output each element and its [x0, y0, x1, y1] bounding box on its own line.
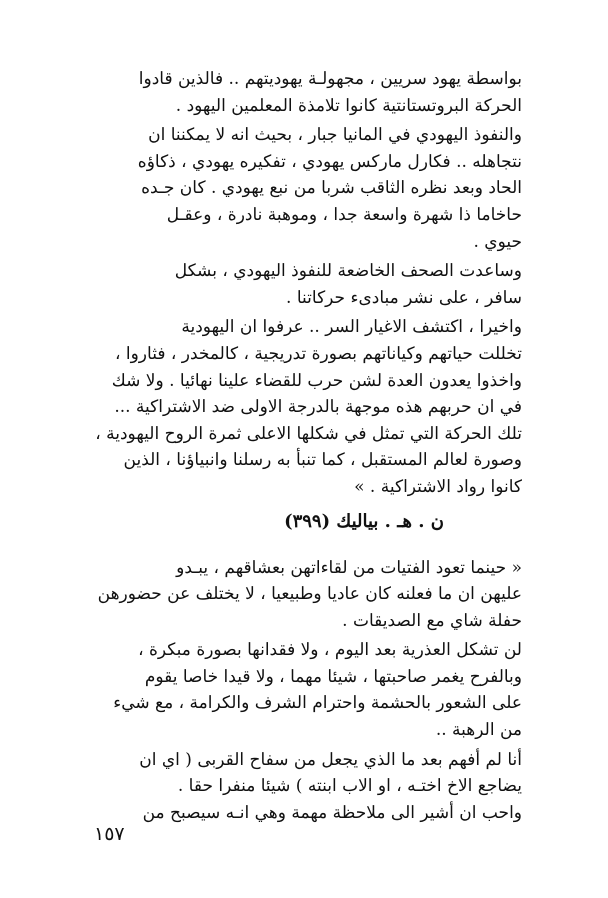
text-line: من الرهبة .. [435, 720, 522, 741]
text-line: يضاجع الاخ اختـه ، او الاب ابنته ) شيئا منفرا حقا . [177, 776, 522, 797]
text-line: عليهن ان ما فعلنه كان عاديا وطبيعيا ، لا يختلف عن حضورهن [97, 584, 522, 605]
text-line: تخللت حياتهم وكياناتهم بصورة تدريجية ، كالمخدر ، فثاروا ، [114, 343, 522, 364]
page-number: ١٥٧ [94, 823, 125, 845]
text-line: على الشعور بالحشمة واحترام الشرف والكرامة ، مع شيء [113, 693, 522, 714]
text-line: حيوي . [473, 231, 522, 252]
text-line: واحب ان أشير الى ملاحظة مهمة وهي انـه سيصبح من [142, 802, 522, 823]
text-line: لن تشكل العذرية بعد اليوم ، ولا فقدانها بصورة مبكرة ، [138, 640, 522, 661]
text-line: « حينما تعود الفتيات من لقاءاتهن بعشاقهم ، يبـدو [176, 557, 522, 578]
text-line: وصورة لعالم المستقبل ، كما تنبأ به رسلنا وانبياؤنا ، الذين [123, 450, 522, 471]
text-line: نتجاهله .. فكارل ماركس يهودي ، تفكيره يهودي ، ذكاؤه [137, 151, 522, 172]
paragraph [100, 747, 522, 827]
paragraph [97, 555, 522, 635]
text-line: الحركة البروتستانتية كانوا تلامذة المعلمين اليهود . [175, 95, 522, 116]
paragraph [95, 314, 522, 500]
text-line: حفلة شاي مع الصديقات . [342, 610, 522, 631]
text-line: واخذوا يعدون العدة لشن حرب للقضاء علينا نهائيا . ولا شك [111, 370, 522, 391]
paragraph [100, 66, 522, 119]
text-line: واخيرا ، اكتشف الاغيار السر .. عرفوا ان اليهودية [181, 317, 522, 338]
text-line: في ان حربهم هذه موجهة بالدرجة الاولى ضد الاشتراكية ... [114, 397, 522, 418]
text-line: الحاد وبعد نظره الثاقب شربا من نبع يهودي . كان جـده [141, 178, 522, 199]
text-line: سافر ، على نشر مبادىء حركاتنا . [286, 287, 522, 308]
text-line: وبالفرح يغمر صاحبتها ، شيئا مهما ، ولا قيدا خاصا يقوم [144, 666, 522, 687]
paragraph [100, 122, 522, 255]
text-block-upper [95, 66, 522, 501]
text-line: أنا لم أفهم بعد ما الذي يجعل من سفاح القربى ( اي ان [139, 749, 522, 770]
paragraph [100, 258, 522, 311]
text-line: تلك الحركة التي تمثل في شكلها الاعلى ثمرة الروح اليهودية ، [95, 423, 522, 444]
text-line: والنفوذ اليهودي في المانيا جبار ، بحيث انه لا يمكننا ان [148, 125, 522, 146]
text-line: بواسطة يهود سريين ، مجهولـة يهوديتهم .. فالذين قادوا [138, 69, 522, 89]
section-heading: ن . هـ . بياليك (۳۹۹) [284, 510, 444, 532]
paragraph [100, 637, 522, 743]
text-line: كانوا رواد الاشتراكية . » [354, 476, 522, 497]
text-block-lower [97, 555, 522, 827]
text-line: حاخاما ذا شهرة واسعة جدا ، وموهبة نادرة ، وعقـل [166, 204, 522, 225]
text-line: وساعدت الصحف الخاضعة للنفوذ اليهودي ، بشكل [174, 261, 522, 282]
